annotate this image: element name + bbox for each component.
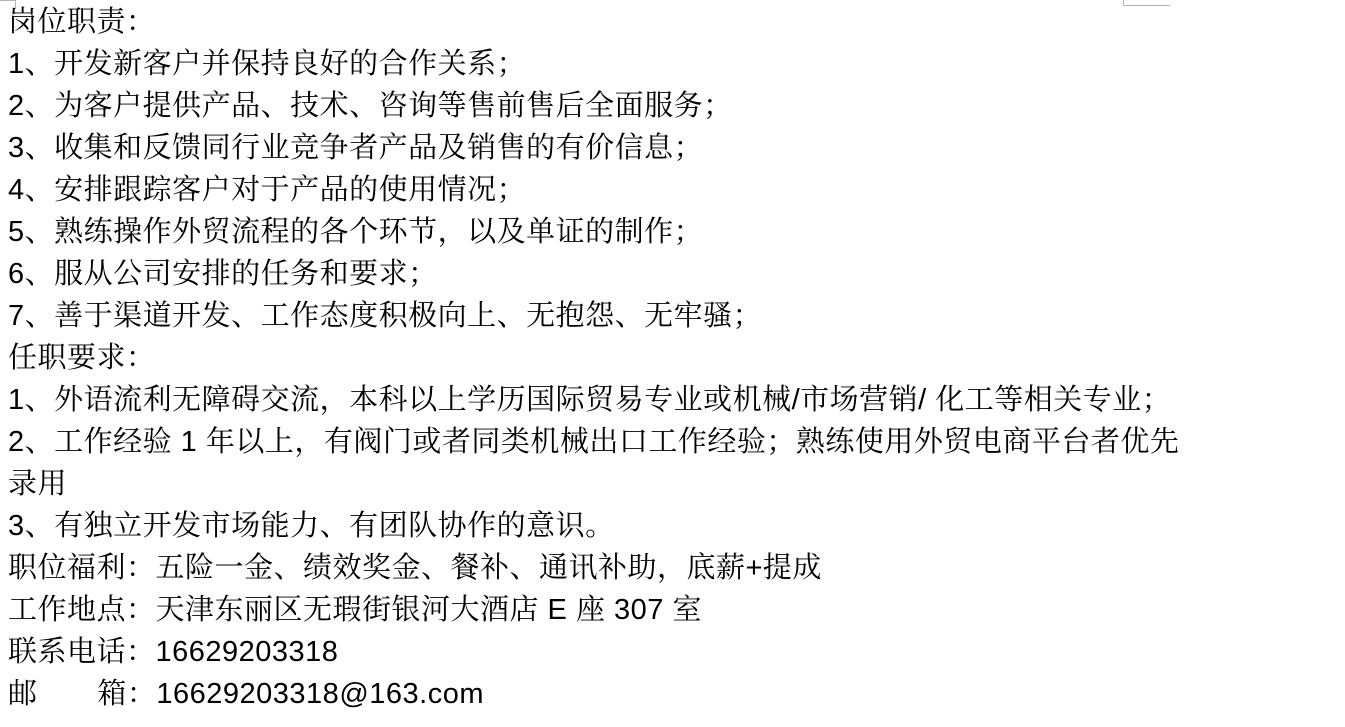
contact-phone-line: 联系电话：16629203318 <box>8 636 339 668</box>
job-duty-item-4: 4、安排跟踪客户对于产品的使用情况； <box>8 174 527 206</box>
email-line: 邮 箱：16629203318@163.com <box>8 678 484 710</box>
job-duty-item-2: 2、为客户提供产品、技术、咨询等售前售后全面服务； <box>8 90 733 122</box>
job-duty-item-3: 3、收集和反馈同行业竞争者产品及销售的有价信息； <box>8 132 704 164</box>
requirements-heading: 任职要求： <box>8 342 156 374</box>
requirement-item-2: 2、工作经验 1 年以上，有阀门或者同类机械出口工作经验；熟练使用外贸电商平台者优先 <box>8 426 1180 458</box>
requirement-item-3: 3、有独立开发市场能力、有团队协作的意识。 <box>8 510 615 542</box>
work-location-line: 工作地点：天津东丽区无瑕街银河大酒店 E 座 307 室 <box>8 594 702 626</box>
job-duty-item-5: 5、熟练操作外贸流程的各个环节，以及单证的制作； <box>8 216 704 248</box>
job-duty-item-6: 6、服从公司安排的任务和要求； <box>8 258 438 290</box>
job-duties-heading: 岗位职责： <box>8 6 156 38</box>
requirement-item-1: 1、外语流利无障碍交流，本科以上学历国际贸易专业或机械/市场营销/ 化工等相关专业； <box>8 384 1172 416</box>
document-text-block <box>8 1 1345 715</box>
job-duty-item-1: 1、开发新客户并保持良好的合作关系； <box>8 48 527 80</box>
benefits-line: 职位福利：五险一金、绩效奖金、餐补、通讯补助，底薪+提成 <box>8 552 822 584</box>
requirement-item-2-continuation: 录用 <box>8 468 68 500</box>
job-duty-item-7: 7、善于渠道开发、工作态度积极向上、无抱怨、无牢骚； <box>8 300 763 332</box>
